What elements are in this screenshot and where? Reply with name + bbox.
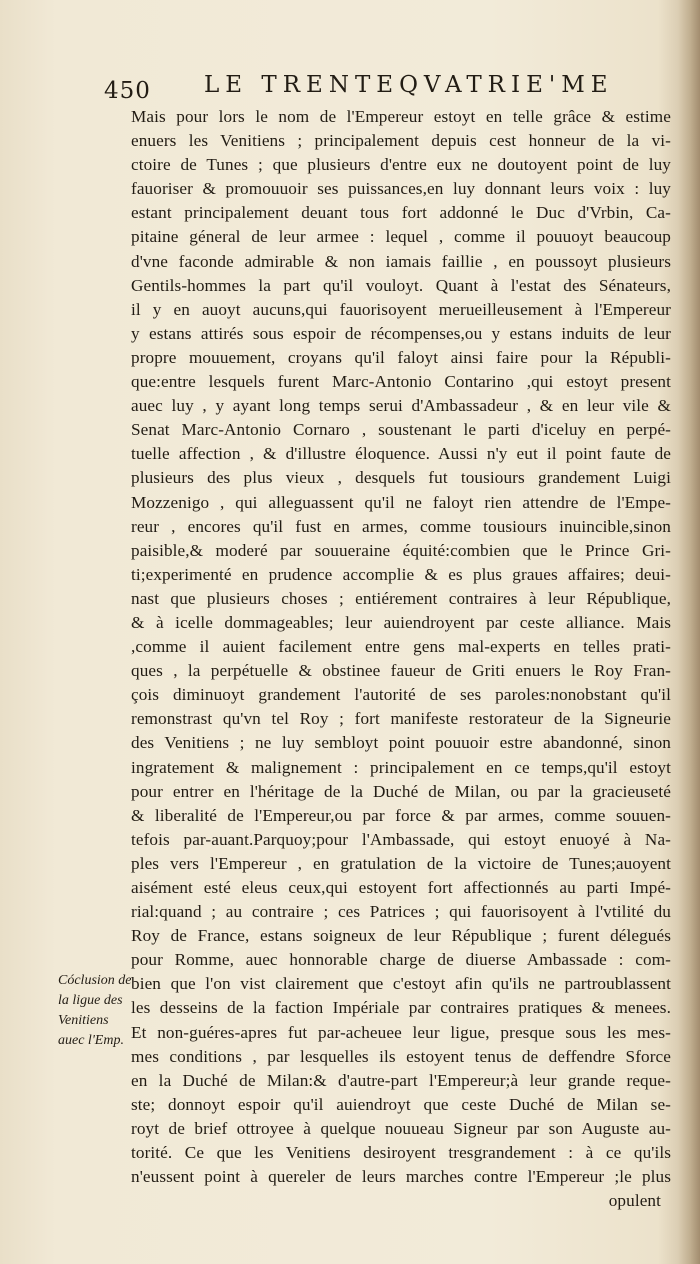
text-line: ples vers l'Empereur , en gratulation de la victoire de Tunes;auoyent bbox=[131, 853, 671, 873]
text-line: bien que l'on vist clairement que c'estoyt afin qu'ils ne partroublassent bbox=[131, 974, 671, 994]
catchword: opulent bbox=[608, 1191, 661, 1211]
text-line: des Venitiens ; ne luy sembloyt point pouuoir estre abandonné, sinon bbox=[131, 733, 671, 753]
margin-note bbox=[58, 971, 132, 1051]
body-text bbox=[131, 105, 671, 1213]
text-line: auec luy , y ayant long temps serui d'Ambassadeur , & en leur vile & bbox=[131, 396, 671, 416]
text-line: nast que plusieurs choses ; entiérement contraires à leur République, bbox=[131, 588, 671, 608]
text-line: aisément esté eleus ceux,qui estoyent fort affectionnés au parti Impé- bbox=[131, 878, 671, 897]
text-line: ti;experimenté en prudence accomplie & es plus graues affaires; deui- bbox=[131, 564, 671, 584]
text-line: ste; donnoyt espoir qu'il auiendroyt que ceste Duché de Milan se- bbox=[131, 1094, 671, 1114]
margin-note-line: la ligue des bbox=[58, 993, 123, 1008]
text-line: propre mouuement, croyans qu'il faloyt ainsi faire pour la Républi- bbox=[131, 347, 671, 367]
text-line: mes conditions , par lesquelles ils estoyent tenus de deffendre Sforce bbox=[131, 1046, 671, 1066]
page-edge-shadow bbox=[678, 0, 700, 1264]
text-line: ques , la perpétuelle & obstinee faueur de Griti enuers le Roy Fran- bbox=[131, 661, 671, 681]
margin-note-line: Cóclusion de bbox=[58, 973, 132, 988]
text-line: en la Duché de Milan:& d'autre-part l'Empereur;à leur grande reque- bbox=[131, 1070, 671, 1090]
text-line: tefois par-auant.Parquoy;pour l'Ambassade, qui estoyt enuoyé à Na- bbox=[131, 829, 671, 849]
text-line: Mozzenigo , qui alleguassent qu'il ne faloyt rien attendre de l'Empe- bbox=[131, 492, 671, 512]
text-line: les desseins de la faction Impériale par contraires pratiques & menees. bbox=[131, 998, 671, 1018]
text-line: fauoriser & promouuoir ses puissances,en luy donnant leurs voix : luy bbox=[131, 179, 671, 199]
text-line: tuelle affection , & d'illustre éloquence. Aussi n'y eut il point faute de bbox=[131, 444, 671, 464]
margin-note-line: Venitiens bbox=[58, 1013, 109, 1028]
text-line: pour entrer en l'héritage de la Duché de Milan, ou par la gracieuseté bbox=[131, 781, 671, 801]
text-line: plusieurs des plus vieux , desquels fut tousiours grandement Luigi bbox=[131, 468, 671, 488]
text-line: Senat Marc-Antonio Cornaro , soustenant le parti d'iceluy en perpé- bbox=[131, 420, 671, 440]
page-number: 450 bbox=[104, 78, 151, 104]
margin-note-line: auec l'Emp. bbox=[58, 1033, 124, 1048]
text-line: ingratement & malignement : principalement en ce temps,qu'il estoyt bbox=[131, 757, 671, 777]
text-line: estant principalement deuant tous fort addonné le Duc d'Vrbin, Ca- bbox=[131, 203, 671, 223]
text-line: rial:quand ; au contraire ; ces Patrices ; qui fauorisoyent à l'vtilité du bbox=[131, 902, 671, 922]
text-line: ctoire de Tunes ; que plusieurs d'entre eux ne doutoyent point de luy bbox=[131, 155, 671, 175]
text-line: & à icelle dommageables; leur auiendroyent par ceste alliance. Mais bbox=[131, 612, 671, 632]
text-line: y estans attirés sous espoir de récompenses,ou y estans induits de leur bbox=[131, 323, 671, 343]
text-line: remonstrast qu'vn tel Roy ; fort manifeste restorateur de la Signeurie bbox=[131, 709, 671, 729]
running-title: LE TRENTEQVATRIE'ME bbox=[204, 72, 614, 98]
text-line: d'vne faconde admirable & non iamais faillie , en poussoyt plusieurs bbox=[131, 251, 671, 271]
text-line: Gentils-hommes la part qu'il vouloyt. Quant à l'estat des Sénateurs, bbox=[131, 275, 671, 295]
text-line: n'eussent point à quereler de leurs marches contre l'Empereur ;le plus bbox=[131, 1167, 671, 1187]
text-line: ,comme il auient facilement entre gens mal-experts en telles prati- bbox=[131, 637, 671, 657]
text-line: çois diminuoyt grandement l'autorité de ses paroles:nonobstant qu'il bbox=[131, 685, 671, 705]
text-line: il y en auoyt aucuns,qui fauorisoyent merueilleusement à l'Empereur bbox=[131, 299, 671, 319]
text-line: royt de brief ottroyee à quelque nouueau Signeur par son Auguste au- bbox=[131, 1118, 671, 1138]
text-line: enuers les Venitiens ; principalement depuis cest honneur de la vi- bbox=[131, 131, 671, 151]
text-line: pitaine géneral de leur armee : lequel , comme il pouuoyt beaucoup bbox=[131, 227, 671, 247]
text-line: torité. Ce que les Venitiens desiroyent tresgrandement : à ce qu'ils bbox=[131, 1143, 671, 1163]
text-line: pour Romme, auec honnorable charge de diuerse Ambassade : com- bbox=[131, 950, 671, 970]
text-line: reur , encores qu'il fust en armes, comme tousiours inuincible,sinon bbox=[131, 516, 671, 536]
text-line: Roy de France, estans soigneux de leur République ; furent délegués bbox=[131, 926, 671, 946]
text-line: que:entre lesquels furent Marc-Antonio Contarino ,qui estoyt present bbox=[131, 372, 671, 392]
text-line: Mais pour lors le nom de l'Empereur estoyt en telle grâce & estime bbox=[131, 107, 671, 126]
text-line: & liberalité de l'Empereur,ou par force & par armes, comme souuen- bbox=[131, 805, 671, 825]
text-line: paisible,& moderé par souueraine équité:combien que le Prince Gri- bbox=[131, 540, 671, 560]
text-line: Et non-guéres-apres fut par-acheuee leur ligue, presque sous les mes- bbox=[131, 1022, 671, 1042]
